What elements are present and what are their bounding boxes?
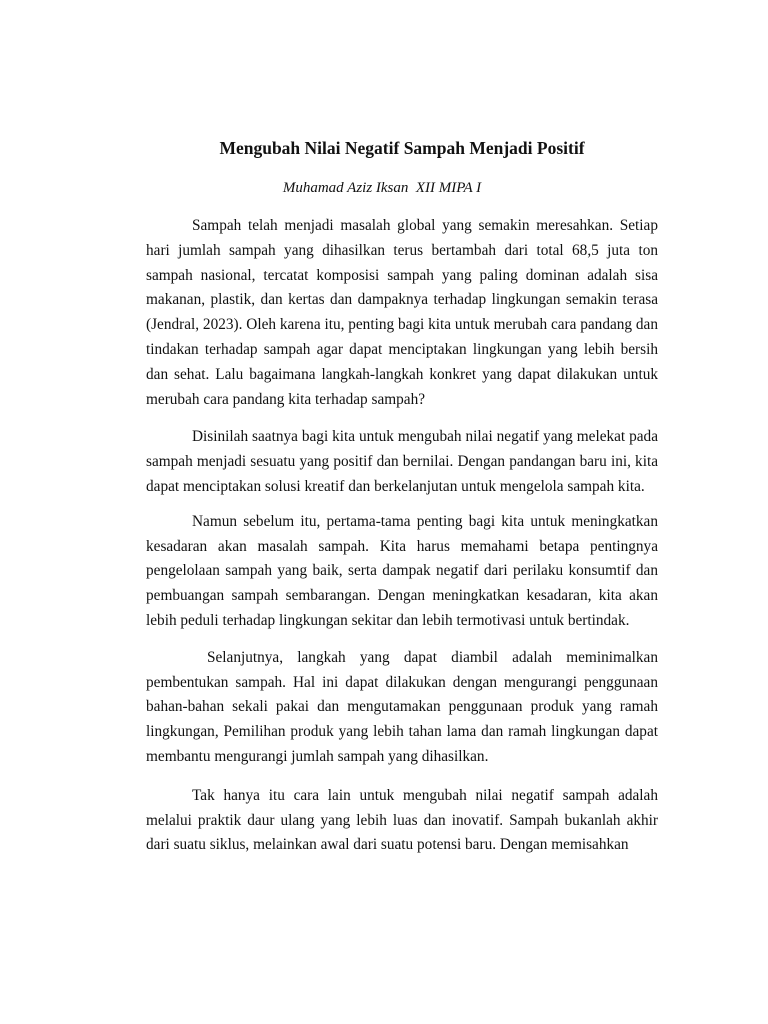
document-body	[146, 214, 658, 871]
paragraph: Selanjutnya, langkah yang dapat diambil adalah meminimalkan pembentukan sampah. Hal ini dapat dilakukan dengan mengurangi penggunaan bahan-bahan sekali pakai dan mengutamakan penggunaan produk yang ramah lingkungan, Pemilihan produk yang lebih tahan lama dan ramah lingkungan dapat membantu mengurangi jumlah sampah yang dihasilkan.	[146, 648, 658, 765]
paragraph: Namun sebelum itu, pertama-tama penting bagi kita untuk meningkatkan kesadaran akan masalah sampah. Kita harus memahami betapa pentingnya pengelolaan sampah yang baik, serta dampak negatif dari perilaku konsumtif dan pembuangan sampah sembarangan. Dengan meningkatkan kesadaran, kita akan lebih peduli terhadap lingkungan sekitar dan lebih termotivasi untuk bertindak.	[146, 512, 658, 629]
author-line: Muhamad Aziz Iksan XII MIPA I	[282, 180, 482, 196]
document-title: Mengubah Nilai Negatif Sampah Menjadi Positif	[219, 138, 585, 158]
paragraph: Sampah telah menjadi masalah global yang semakin meresahkan. Setiap hari jumlah sampah yang dihasilkan terus bertambah dari total 68,5 juta ton sampah nasional, tercatat komposisi sampah yang paling dominan adalah sisa makanan, plastik, dan kertas dan dampaknya terhadap lingkungan semakin terasa (Jendral, 2023). Oleh karena itu, penting bagi kita untuk merubah cara pandang dan tindakan terhadap sampah agar dapat menciptakan lingkungan yang lebih bersih dan sehat. Lalu bagaimana langkah-langkah konkret yang dapat dilakukan untuk merubah cara pandang kita terhadap sampah?	[146, 217, 658, 408]
paragraph: Tak hanya itu cara lain untuk mengubah nilai negatif sampah adalah melalui praktik daur ulang yang lebih luas dan inovatif. Sampah bukanlah akhir dari suatu siklus, melainkan awal dari suatu potensi baru. Dengan memisahkan	[146, 786, 658, 854]
paragraph: Disinilah saatnya bagi kita untuk mengubah nilai negatif yang melekat pada sampah menjadi sesuatu yang positif dan bernilai. Dengan pandangan baru ini, kita dapat menciptakan solusi kreatif dan berkelanjutan untuk mengelola sampah kita.	[146, 428, 658, 495]
